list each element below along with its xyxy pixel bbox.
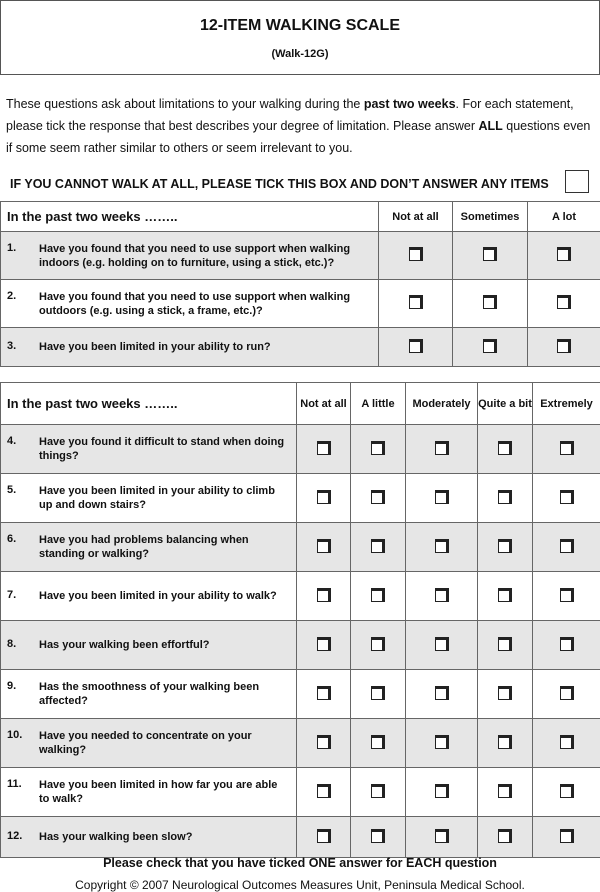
answer-cell xyxy=(478,523,533,572)
answer-cell xyxy=(297,621,351,670)
question xyxy=(1,328,379,367)
answer-checkbox[interactable] xyxy=(498,441,512,455)
answer-checkbox[interactable] xyxy=(371,588,385,602)
answer-checkbox[interactable] xyxy=(560,829,574,843)
answer-cell xyxy=(453,280,528,328)
answer-checkbox[interactable] xyxy=(498,735,512,749)
answer-checkbox[interactable] xyxy=(483,339,497,353)
answer-cell xyxy=(453,328,528,367)
answer-checkbox[interactable] xyxy=(317,539,331,553)
answer-checkbox[interactable] xyxy=(409,339,423,353)
answer-checkbox[interactable] xyxy=(560,784,574,798)
answer-cell xyxy=(351,817,406,858)
cannot-walk-checkbox[interactable] xyxy=(565,170,589,193)
answer-checkbox[interactable] xyxy=(498,490,512,504)
option-header: Moderately xyxy=(406,383,478,425)
answer-cell xyxy=(533,572,600,621)
page-subtitle: (Walk-12G) xyxy=(271,48,329,60)
answer-cell xyxy=(533,425,600,474)
answer-checkbox[interactable] xyxy=(371,490,385,504)
answer-checkbox[interactable] xyxy=(371,829,385,843)
answer-cell xyxy=(297,768,351,817)
question-text: Has the smoothness of your walking been affected? xyxy=(39,681,260,707)
answer-cell xyxy=(297,719,351,768)
question-number: 4. xyxy=(7,435,17,447)
answer-cell xyxy=(528,328,600,367)
answer-checkbox[interactable] xyxy=(409,247,423,261)
answer-checkbox[interactable] xyxy=(498,637,512,651)
answer-checkbox[interactable] xyxy=(435,539,449,553)
answer-checkbox[interactable] xyxy=(560,441,574,455)
answer-checkbox[interactable] xyxy=(317,490,331,504)
answer-checkbox[interactable] xyxy=(435,588,449,602)
answer-cell xyxy=(478,817,533,858)
answer-checkbox[interactable] xyxy=(317,441,331,455)
answer-cell xyxy=(533,670,600,719)
question-number: 7. xyxy=(7,589,17,601)
table-row xyxy=(1,670,600,719)
answer-checkbox[interactable] xyxy=(371,539,385,553)
option-header: Not at all xyxy=(297,383,351,425)
question xyxy=(1,523,297,572)
answer-cell xyxy=(406,572,478,621)
question xyxy=(1,768,297,817)
answer-checkbox[interactable] xyxy=(435,686,449,700)
check-reminder: Please check that you have ticked ONE answer for EACH question xyxy=(103,856,497,870)
question-text: Have you had problems balancing when standing or walking? xyxy=(39,534,249,560)
question xyxy=(1,719,297,768)
answer-cell xyxy=(406,523,478,572)
question xyxy=(1,425,297,474)
answer-cell xyxy=(533,474,600,523)
table-header xyxy=(1,383,600,425)
question xyxy=(1,280,379,328)
question-number: 3. xyxy=(7,340,17,352)
answer-checkbox[interactable] xyxy=(560,637,574,651)
option-header: Sometimes xyxy=(453,202,528,232)
answer-cell xyxy=(533,621,600,670)
answer-cell xyxy=(406,719,478,768)
intro-text: . For each statement, please tick the response that best describes your degree of limitation. Please answer xyxy=(6,97,574,133)
question-text: Have you found that you need to use support when walking outdoors (e.g. using a stick, a frame, etc.)? xyxy=(39,290,351,317)
answer-cell xyxy=(533,768,600,817)
table-row xyxy=(1,425,600,474)
option-header: Not at all xyxy=(379,202,453,232)
answer-cell xyxy=(351,523,406,572)
answer-cell xyxy=(478,621,533,670)
answer-cell xyxy=(351,621,406,670)
answer-checkbox[interactable] xyxy=(435,490,449,504)
question-number: 11. xyxy=(7,778,22,790)
intro-text: questions even if some seem rather similar to others or seem irrelevant to you. xyxy=(6,119,591,155)
question xyxy=(1,474,297,523)
answer-checkbox[interactable] xyxy=(498,829,512,843)
cannot-walk-label: IF YOU CANNOT WALK AT ALL, PLEASE TICK THIS BOX AND DON’T ANSWER ANY ITEMS xyxy=(10,177,549,191)
question-text: Have you been limited in your ability to walk? xyxy=(39,590,277,602)
answer-checkbox[interactable] xyxy=(371,735,385,749)
answer-cell xyxy=(528,232,600,280)
answer-checkbox[interactable] xyxy=(435,784,449,798)
answer-checkbox[interactable] xyxy=(371,784,385,798)
header-label: In the past two weeks …….. xyxy=(1,202,379,232)
answer-cell xyxy=(406,768,478,817)
answer-checkbox[interactable] xyxy=(483,247,497,261)
question-number: 6. xyxy=(7,533,17,545)
question-number: 10. xyxy=(7,729,23,741)
table-row xyxy=(1,328,600,367)
option-header: A lot xyxy=(528,202,600,232)
answer-checkbox[interactable] xyxy=(371,686,385,700)
answer-cell xyxy=(297,572,351,621)
question-number: 9. xyxy=(7,680,17,692)
answer-cell xyxy=(297,817,351,858)
question-text: Have you needed to concentrate on your walking? xyxy=(39,730,252,756)
answer-cell xyxy=(528,280,600,328)
answer-cell xyxy=(478,719,533,768)
answer-cell xyxy=(351,474,406,523)
answer-checkbox[interactable] xyxy=(371,441,385,455)
answer-checkbox[interactable] xyxy=(435,441,449,455)
question-text: Have you found it difficult to stand when doing things? xyxy=(39,436,285,462)
question-number: 12. xyxy=(7,830,23,842)
instructions xyxy=(6,93,596,159)
questions-table-2 xyxy=(0,382,600,858)
answer-checkbox[interactable] xyxy=(498,588,512,602)
answer-checkbox[interactable] xyxy=(560,686,574,700)
question-number: 1. xyxy=(7,241,17,254)
answer-cell xyxy=(351,670,406,719)
option-header: Extremely xyxy=(533,383,600,425)
answer-checkbox[interactable] xyxy=(560,735,574,749)
answer-cell xyxy=(351,572,406,621)
answer-checkbox[interactable] xyxy=(560,539,574,553)
question-text: Have you been limited in how far you are able to walk? xyxy=(39,779,278,805)
table-row xyxy=(1,621,600,670)
answer-checkbox[interactable] xyxy=(560,588,574,602)
question-text: Has your walking been slow? xyxy=(39,831,193,843)
answer-checkbox[interactable] xyxy=(557,339,571,353)
question-text: Have you been limited in your ability to run? xyxy=(39,341,271,353)
question-number: 2. xyxy=(7,289,17,302)
question-text: Have you found that you need to use support when walking indoors (e.g. holding on to furniture, using a stick, etc.)? xyxy=(39,242,351,269)
table-row xyxy=(1,768,600,817)
question-number: 5. xyxy=(7,484,17,496)
answer-checkbox[interactable] xyxy=(317,735,331,749)
answer-checkbox[interactable] xyxy=(557,247,571,261)
answer-cell xyxy=(478,670,533,719)
answer-checkbox[interactable] xyxy=(317,784,331,798)
answer-checkbox[interactable] xyxy=(435,829,449,843)
answer-checkbox[interactable] xyxy=(498,784,512,798)
answer-cell xyxy=(406,817,478,858)
question xyxy=(1,572,297,621)
table-row xyxy=(1,572,600,621)
question xyxy=(1,670,297,719)
answer-cell xyxy=(297,425,351,474)
option-header: Quite a bit xyxy=(478,383,533,425)
question xyxy=(1,621,297,670)
question-text: Has your walking been effortful? xyxy=(39,639,210,651)
answer-checkbox[interactable] xyxy=(371,637,385,651)
answer-cell xyxy=(478,474,533,523)
answer-cell xyxy=(406,670,478,719)
answer-checkbox[interactable] xyxy=(498,539,512,553)
answer-cell xyxy=(478,425,533,474)
question xyxy=(1,232,379,280)
answer-checkbox[interactable] xyxy=(317,829,331,843)
answer-cell xyxy=(406,621,478,670)
question-text: Have you been limited in your ability to climb up and down stairs? xyxy=(39,485,275,511)
intro-bold: ALL xyxy=(478,119,503,133)
answer-checkbox[interactable] xyxy=(317,637,331,651)
answer-checkbox[interactable] xyxy=(409,295,423,309)
table-row xyxy=(1,474,600,523)
answer-cell xyxy=(351,425,406,474)
table-row xyxy=(1,232,600,280)
answer-cell xyxy=(406,425,478,474)
answer-cell xyxy=(478,768,533,817)
table-row xyxy=(1,523,600,572)
answer-cell xyxy=(533,817,600,858)
intro-text: These questions ask about limitations to your walking during the xyxy=(6,97,364,111)
header-label: In the past two weeks …….. xyxy=(1,383,297,425)
question-number: 8. xyxy=(7,638,17,650)
answer-cell xyxy=(297,670,351,719)
answer-checkbox[interactable] xyxy=(317,588,331,602)
answer-checkbox[interactable] xyxy=(560,490,574,504)
answer-cell xyxy=(297,523,351,572)
page-title: 12-ITEM WALKING SCALE xyxy=(199,17,400,34)
answer-cell xyxy=(533,523,600,572)
copyright: Copyright © 2007 Neurological Outcomes Measures Unit, Peninsula Medical School. xyxy=(75,878,525,892)
table-row xyxy=(1,719,600,768)
answer-cell xyxy=(453,232,528,280)
title-box xyxy=(0,0,600,75)
table-row xyxy=(1,280,600,328)
questions-table-1 xyxy=(0,201,600,367)
answer-cell xyxy=(351,719,406,768)
answer-checkbox[interactable] xyxy=(435,735,449,749)
answer-cell xyxy=(379,232,453,280)
answer-cell xyxy=(478,572,533,621)
table-row xyxy=(1,817,600,858)
answer-checkbox[interactable] xyxy=(483,295,497,309)
answer-checkbox[interactable] xyxy=(557,295,571,309)
answer-cell xyxy=(379,328,453,367)
question xyxy=(1,817,297,858)
table-header xyxy=(1,202,600,232)
option-header: A little xyxy=(351,383,406,425)
answer-cell xyxy=(406,474,478,523)
answer-checkbox[interactable] xyxy=(498,686,512,700)
answer-cell xyxy=(533,719,600,768)
answer-checkbox[interactable] xyxy=(317,686,331,700)
answer-checkbox[interactable] xyxy=(435,637,449,651)
answer-cell xyxy=(379,280,453,328)
answer-cell xyxy=(297,474,351,523)
answer-cell xyxy=(351,768,406,817)
intro-bold: past two weeks xyxy=(363,97,456,111)
